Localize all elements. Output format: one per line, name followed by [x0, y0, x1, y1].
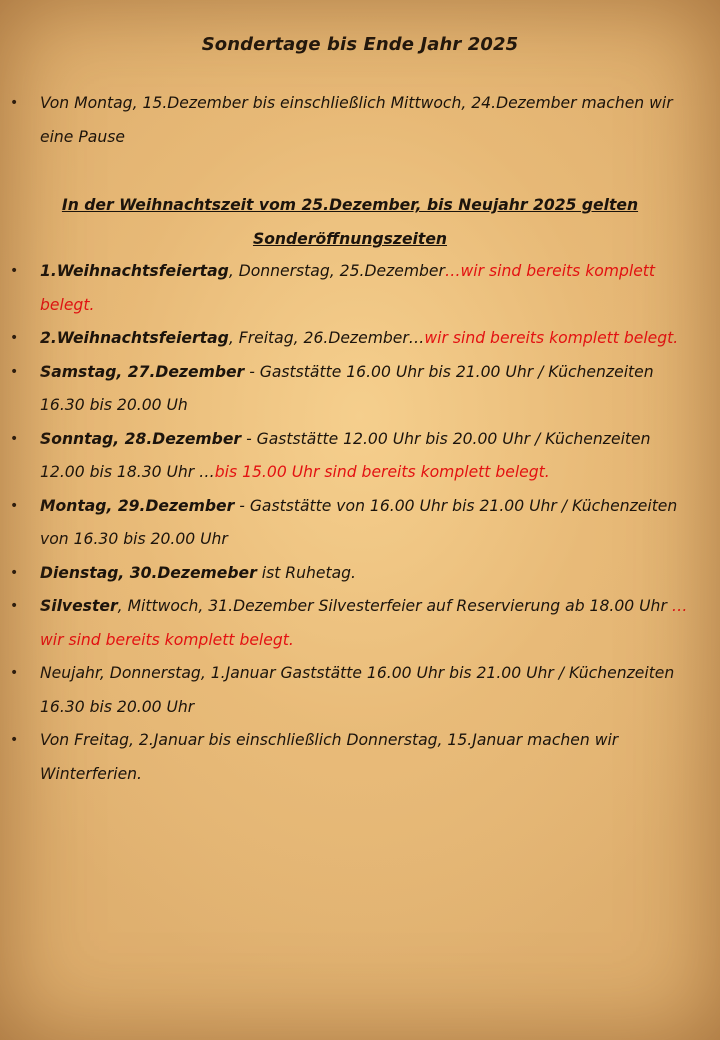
- item-text: , Mittwoch, 31.Dezember Silvesterfeier auf Reservierung ab 18.00 Uhr: [117, 597, 672, 615]
- intro-text: Von Montag, 15.Dezember bis einschließlich Mittwoch, 24.Dezember machen wir eine Pause: [40, 94, 673, 146]
- list-item: [0, 423, 720, 490]
- item-day: Sonntag, 28.Dezember: [40, 429, 242, 448]
- item-text: Von Freitag, 2.Januar bis einschließlich Donnerstag, 15.Januar machen wir Winterferien.: [40, 731, 619, 783]
- item-tail: .: [89, 295, 95, 314]
- item-day: Dienstag, 30.Dezemeber: [40, 563, 257, 582]
- bullet-icon: •: [10, 330, 19, 346]
- item-text: , Freitag, 26.Dezember…: [228, 329, 425, 347]
- bullet-icon: •: [10, 497, 19, 514]
- intro-list: [0, 87, 720, 154]
- item-note: wir sind bereits komplett belegt.: [424, 329, 679, 347]
- item-text: ist Ruhetag.: [256, 563, 357, 582]
- intro-list-item: [0, 87, 720, 154]
- page-title: Sondertage bis Ende Jahr 2025: [201, 34, 519, 55]
- list-item: [0, 724, 720, 791]
- item-note: …wir sind bereits komplett belegt: [40, 262, 656, 314]
- list-item: [0, 255, 720, 322]
- list-item: [0, 590, 720, 657]
- item-day: Silvester: [40, 597, 118, 615]
- section-heading: In der Weihnachtszeit vom 25.Dezember, bis Neujahr 2025 gelten Sonderöffnungszeiten: [61, 196, 639, 248]
- bullet-icon: •: [10, 430, 19, 447]
- item-day: 1.Weihnachtsfeiertag: [40, 262, 229, 280]
- bullet-icon: •: [10, 564, 19, 581]
- bullet-icon: •: [10, 263, 19, 279]
- item-day: Montag, 29.Dezember: [40, 496, 235, 515]
- item-note: …wir sind bereits komplett belegt.: [40, 597, 688, 649]
- item-text: - Gaststätte 16.00 Uhr bis 21.00 Uhr / Küchenzeiten 16.30 bis 20.00 Uh: [40, 362, 654, 414]
- item-text: - Gaststätte 12.00 Uhr bis 20.00 Uhr / Küchenzeiten 12.00 bis 18.30 Uhr …: [40, 429, 651, 481]
- item-text: Neujahr, Donnerstag, 1.Januar Gaststätte 16.00 Uhr bis 21.00 Uhr / Küchenzeiten 16.30 bis 20.00 Uhr: [40, 664, 675, 716]
- item-text: - Gaststätte von 16.00 Uhr bis 21.00 Uhr / Küchenzeiten von 16.30 bis 20.00 Uhr: [40, 496, 678, 548]
- bullet-icon: •: [10, 732, 19, 748]
- list-item: [0, 657, 720, 724]
- opening-hours-list: [0, 255, 720, 791]
- list-item: [0, 322, 720, 356]
- item-note: bis 15.00 Uhr sind bereits komplett belegt.: [214, 463, 550, 481]
- bullet-icon: •: [10, 363, 19, 380]
- list-item: [0, 557, 720, 591]
- item-day: 2.Weihnachtsfeiertag: [40, 329, 229, 347]
- bullet-icon: •: [10, 95, 19, 111]
- list-item: [0, 356, 720, 423]
- bullet-icon: •: [10, 665, 19, 681]
- item-text: , Donnerstag, 25.Dezember: [228, 262, 445, 280]
- item-day: Samstag, 27.Dezember: [40, 362, 245, 381]
- list-item: [0, 490, 720, 557]
- bullet-icon: •: [10, 598, 19, 614]
